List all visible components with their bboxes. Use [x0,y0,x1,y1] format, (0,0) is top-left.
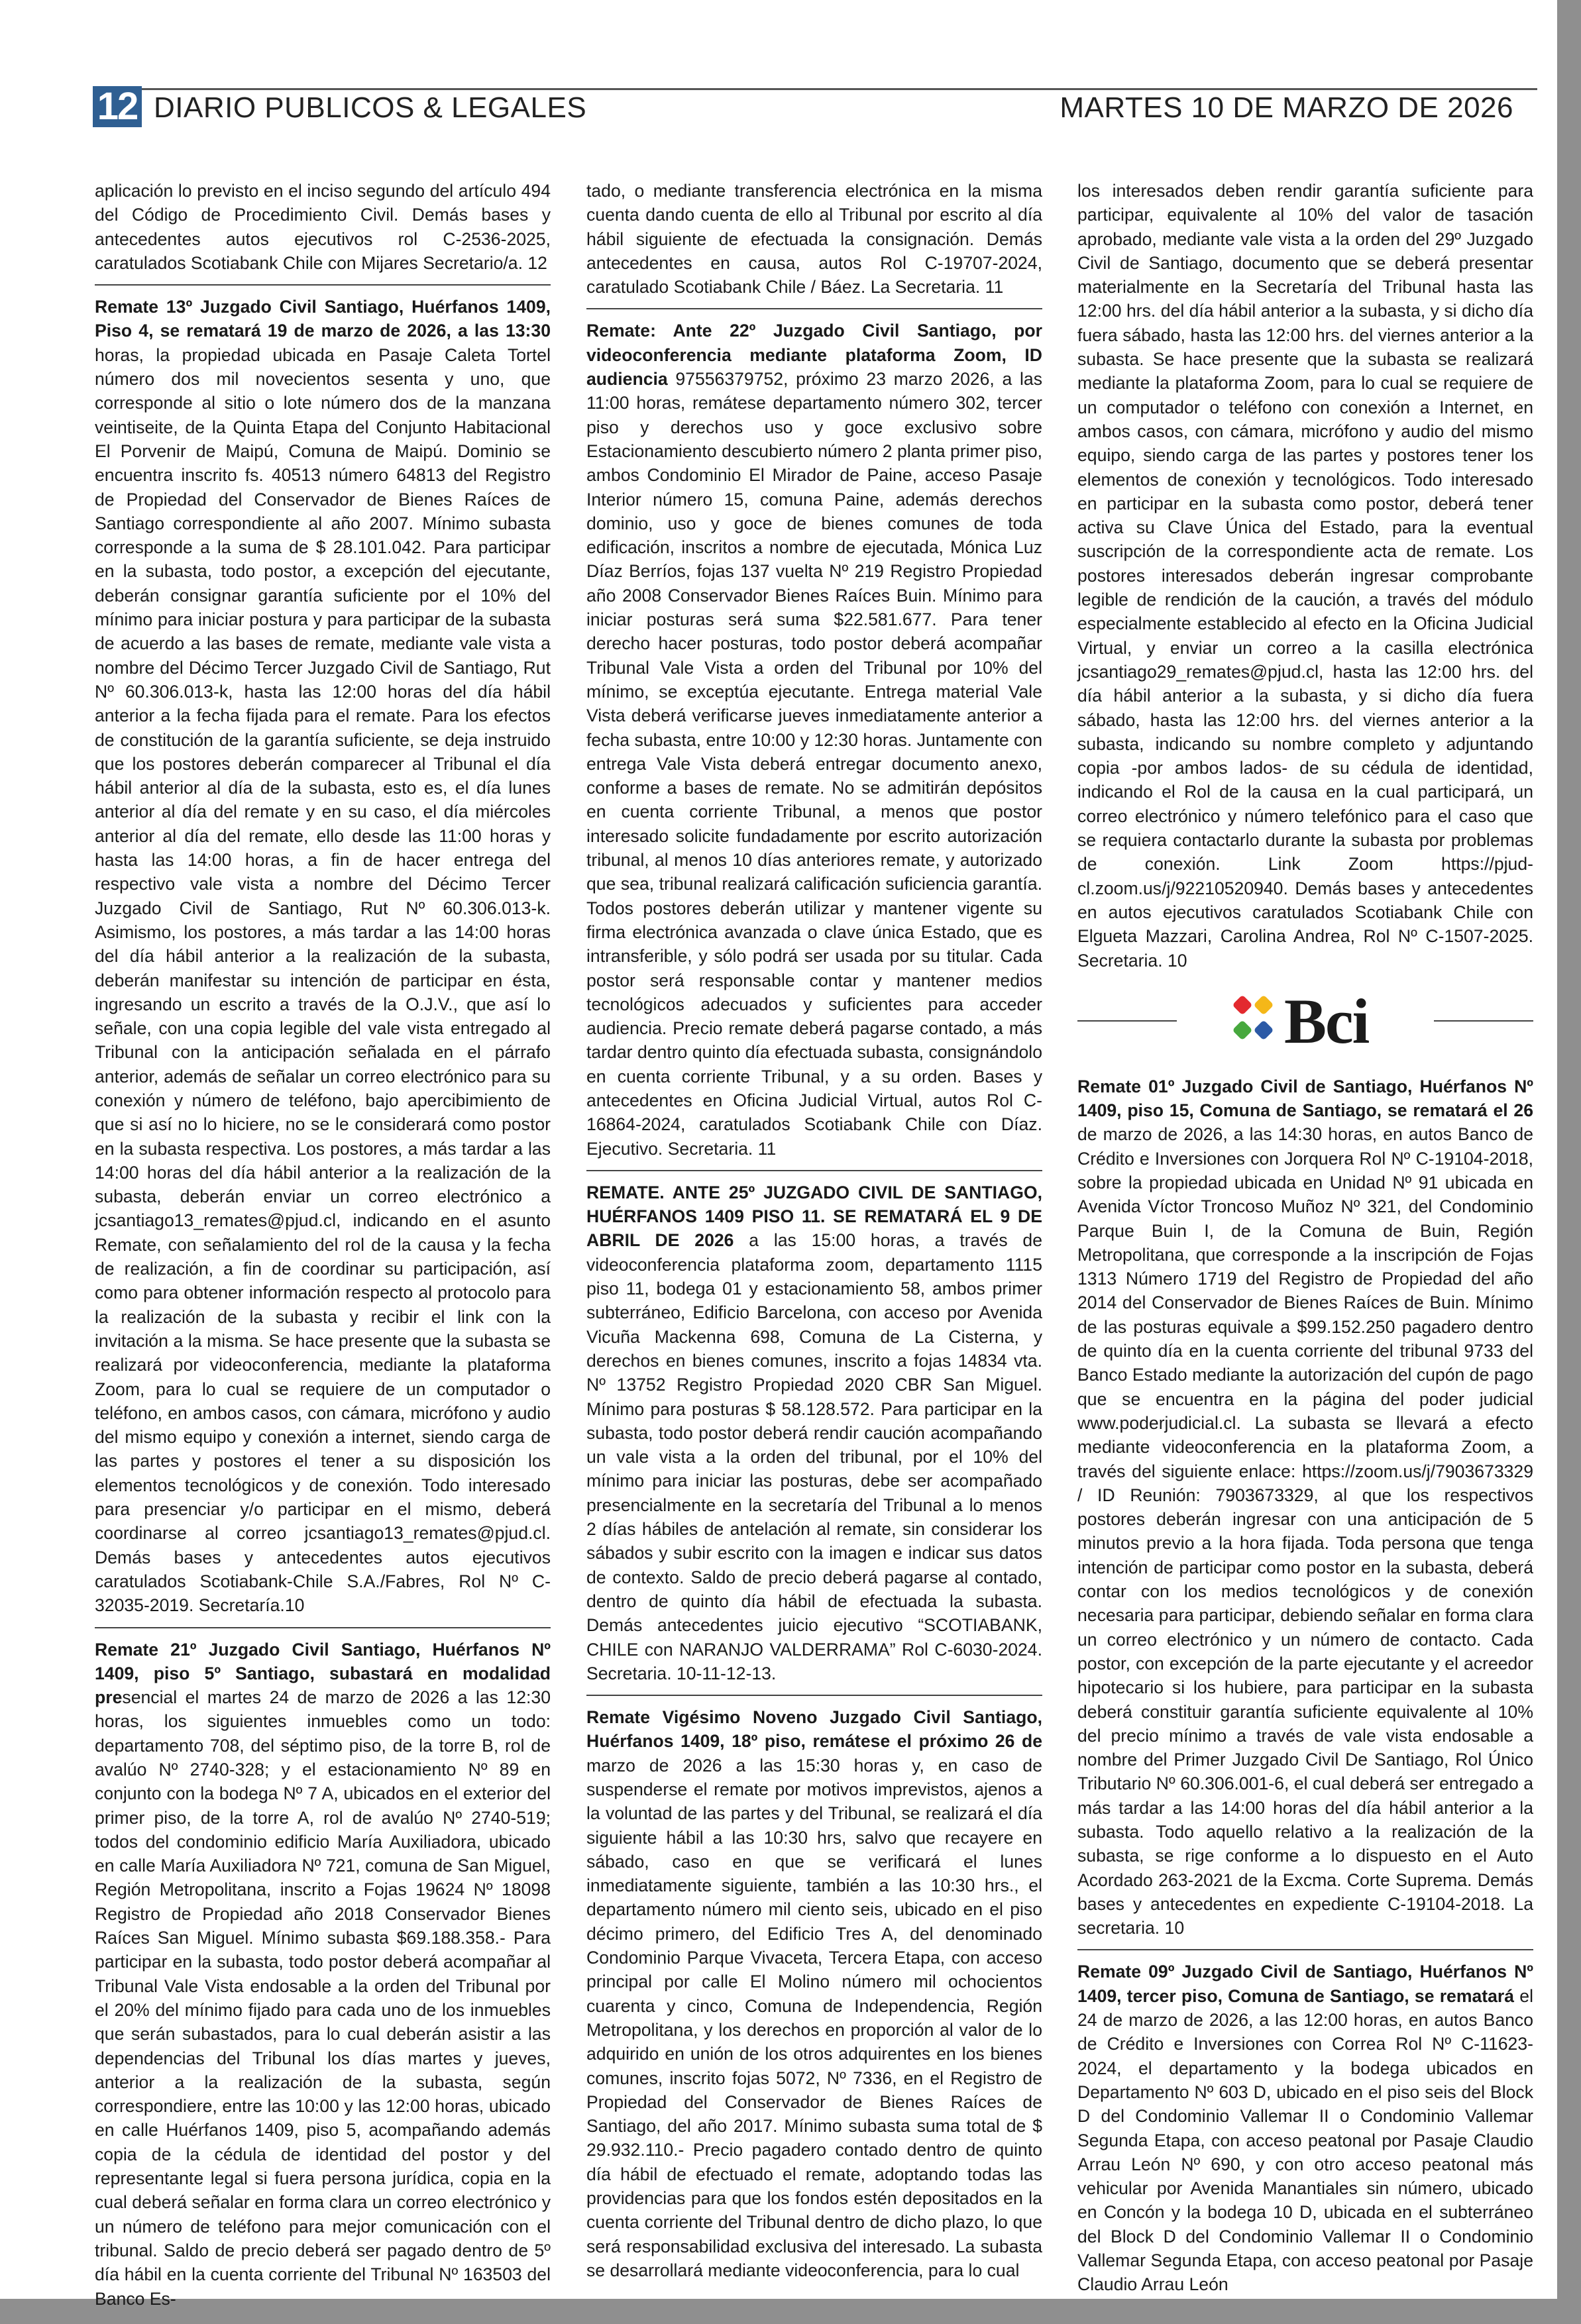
bci-logo-row [1077,985,1533,1068]
notice-heading: Remate 09º Juzgado Civil de Santiago, Huérfanos Nº 1409, tercer piso, Comuna de Santiago, se rematará [1077,1962,1533,2006]
notice [95,179,551,284]
column-2 [586,179,1042,2280]
column-1 [95,179,551,2309]
notice-body: 97556379752, próximo 23 marzo 2026, a las 11:00 horas, remátese departamento número 302, tercer piso y derechos uso y goce exclusivo sobre Estacionamiento descubierto número 2 planta primer piso, ambos Condominio El Mirador de Paine, acceso Pasaje Interior número 15, comuna Paine, además derechos dominio, uso y goce de bienes comunes de toda edificación, inscritos a nombre de ejecutada, Mónica Luz Díaz Berríos, fojas 137 vuelta Nº 219 Registro Propiedad año 2008 Conservador Bienes Raíces Buin. Mínimo para iniciar posturas será suma $22.581.677. Para tener derecho hacer posturas, todo postor deberá acompañar Tribunal Vale Vista a orden del Tribunal por 10% del mínimo, se exceptúa ejecutante. Entrega material Vale Vista deberá verificarse jueves inmediatamente anterior a fecha subasta, entre 10:00 y 12:30 horas. Juntamente con entrega Vale Vista deberá entregar documento anexo, conforme a bases de remate. No se admitirán depósitos en cuenta corriente Tribunal, a menos que postor interesado solicite fundadamente por escrito autorización tribunal, al menos 10 días anteriores remate, y autorizado que sea, tribunal realizará calificación suficiencia garantía. Todos postores deberán utilizar y mantener vigente su firma electrónica avanzada o clave única Estado, que es intransferible, y sólo podrá ser usada por su titular. Cada postor será responsable contar y mantener medios tecnológicos adecuados y suficientes para acceder audiencia. Precio remate deberá pagarse contado, a más tardar dentro quinto día efectuada subasta, consignándolo en cuenta corriente Tribunal, y a su orden. Bases y antecedentes en Oficina Judicial Virtual, autos Rol C-16864-2024, caratulados Scotiabank Chile con Díaz. Ejecutivo. Secretaria. 11 [586,369,1042,1159]
notice-body: el 24 de marzo de 2026, a las 12:00 horas, en autos Banco de Crédito e Inversiones con Correa Rol Nº C-11623-2024, el departamento y la bodega ubicados en Departamento Nº 603 D, ubicado en el piso seis del Block D del Condominio Vallemar II o Condominio Vallemar Segunda Etapa, con acceso peatonal por Pasaje Claudio Arrau León Nº 690, y con otro acceso peatonal más vehicular por Avenida Manantiales sin número, ubicado en Concón y la bodega 10 D, ubicada en el subterráneo del Block D del Condominio Vallemar II o Condominio Vallemar Segunda Etapa, con acceso peatonal por Pasaje Claudio Arrau León [1077,1985,1533,2295]
notice-body: los interesados deben rendir garantía suficiente para participar, equivalente al 10% del valor de tasación aprobado, mediante vale vista a la orden del 29º Juzgado Civil de Santiago, documento que se deberá presentar materialmente en la Secretaría del Tribunal hasta las 12:00 hrs. del día hábil anterior a la subasta, y si dicho día fuera sábado, hasta las 12:00 hrs. del viernes anterior a la subasta. Se hace presente que la subasta se realizará mediante la plataforma Zoom, para lo cual se requiere de un computador o teléfono con conexión a Internet, en ambos casos, con cámara, micrófono y audio del mismo equipo, siendo carga de las partes y postores tener los elementos de conexión y tecnológicos. Todo interesado en participar en la subasta como postor, deberá tener activa su Clave Única del Estado, para la eventual suscripción de la correspondiente acta de remate. Los postores interesados deberán ingresar comprobante legible de rendición de la caución, a través del módulo especialmente establecido al efecto en la Oficina Judicial Virtual, y enviar un correo a la casilla electrónica jcsantiago29_remates@pjud.cl, hasta las 12:00 hrs. del día hábil anterior a la subasta, y si dicho día fuera sábado, hasta las 12:00 hrs. del viernes anterior a la subasta, indicando su nombre completo y adjuntando copia -por ambos lados- de su cédula de identidad, indicando el Rol de la causa en la cual participará, un correo electrónico y número telefónico para el caso que se requiera contactarlo durante la subasta por problemas de conexión. Link Zoom https://pjud-cl.zoom.us/j/92210520940. Demás bases y antecedentes en autos ejecutivos caratulados Scotiabank Chile con Elgueta Mazzari, Carolina Andrea, Rol Nº C-1507-2025. Secretaria. 10 [1077,181,1533,971]
bci-logo [1230,985,1389,1057]
notice-heading: Remate 01º Juzgado Civil de Santiago, Huérfanos Nº 1409, piso 15, Comuna de Santiago, se rematará el 26 [1077,1076,1533,1121]
page-number: 12 [93,86,142,127]
divider-left [1077,1020,1177,1022]
notice-heading: Remate 13º Juzgado Civil Santiago, Huérfanos 1409, Piso 4, se rematará 19 de marzo de 2026, a las 13:30 [95,297,551,341]
bci-logo-text: Bci [1284,985,1369,1057]
bci-logo-icon [1230,988,1283,1055]
header-rule [93,88,1537,90]
notice [1077,1949,1533,2305]
notice-heading: REMATE. ANTE 25º JUZGADO CIVIL DE SANTIAGO, HUÉRFANOS 1409 PISO 11. SE REMATARÁ EL 9 DE ABRIL DE 2026 [586,1182,1042,1251]
column-3 [1077,179,1533,2295]
notice [95,284,551,1626]
divider-right [1434,1020,1533,1022]
notice [586,1695,1042,2292]
notice-heading: Remate 21º Juzgado Civil Santiago, Huérfanos Nº 1409, piso 5º Santiago, subastará en modalidad pre [95,1639,551,1708]
notice-heading: Remate: Ante 22º Juzgado Civil Santiago, por videoconferencia mediante plataforma Zoom, ID audiencia [586,321,1042,390]
notice-body: de marzo de 2026, a las 14:30 horas, en autos Banco de Crédito e Inversiones con Jorquera Rol Nº C-19104-2018, sobre la propiedad ubicada en Unidad Nº 91 ubicada en Avenida Víctor Troncoso Muñoz Nº 321, del Condominio Parque Buin I, de la Comuna de Buin, Región Metropolitana, que corresponde a la inscripción de Fojas 1313 Número 1719 del Registro de Propiedad del año 2014 del Conservador de Bienes Raíces de Buin. Mínimo de las posturas equivale a $99.152.250 pagadero dentro de quinto día en la cuenta corriente del tribunal 9733 del Banco Estado mediante la autorización del cupón de pago que se encuentra en la página del poder judicial www.poderjudicial.cl. La subasta se llevará a efecto mediante videoconferencia en la plataforma Zoom, a través del siguiente enlace: https://zoom.us/j/7903673329 / ID Reunión: 7903673329, al que los respectivos postores deberán ingresar con una anticipación de 5 minutos previo a la hora fijada. Toda persona que tenga intención de participar como postor en la subasta, deberá contar con los medios tecnológicos y de conexión necesaria para participar, debiendo señalar en forma clara un correo electrónico y un número de contacto. Cada postor, con excepción de la parte ejecutante y el acreedor hipotecario si los hubiere, para participar en la subasta deberá constituir garantía suficiente equivalente al 10% del precio mínimo a través de vale vista endosable a nombre del Primer Juzgado Civil De Santiago, Rol Único Tributario Nº 60.306.001-6, el cual deberá ser entregado a más tardar a las 14:00 horas del día hábil anterior a la subasta. Todo aquello relativo a la realización de la subasta, se rige conforme a lo dispuesto en el Auto Acordado 263-2021 de la Excma. Corte Suprema. Demás bases y antecedentes en expediente C-19104-2018. La secretaria. 10 [1077,1124,1533,1938]
notice-body: aplicación lo previsto en el inciso segundo del artículo 494 del Código de Procedimiento Civil. Demás bases y antecedentes autos ejecutivos rol C-2536-2025, caratulados Scotiabank Chile con Mijares Secretario/a. 12 [95,181,551,273]
page-edge [1557,0,1581,2324]
publication-date: MARTES 10 DE MARZO DE 2026 [1060,91,1513,124]
notice-body: horas, la propiedad ubicada en Pasaje Caleta Tortel número dos mil novecientos sesenta y uno, que corresponde al sitio o lote número dos de la manzana veintiseite, de la Quinta Etapa del Conjunto Habitacional El Porvenir de Maipú, Comuna de Maipú. Dominio se encuentra inscrito fs. 40513 número 64813 del Registro de Propiedad del Conservador de Bienes Raíces de Santiago correspondiente al año 2007. Mínimo subasta corresponde a la suma de $ 28.101.042. Para participar en la subasta, todo postor, a excepción del ejecutante, deberán consignar garantía suficiente por el 10% del mínimo para iniciar postura y para participar de la subasta de acuerdo a las bases de remate, mediante vale vista a nombre del Décimo Tercer Juzgado Civil de Santiago, Rut Nº 60.306.013-k, hasta las 12:00 horas del día hábil anterior a la fecha fijada para el remate. Para los efectos de constitución de la garantía suficiente, se deja instruido que los postores deberán comparecer al Tribunal el día hábil anterior al día de la subasta, esto es, el día lunes anterior al día del remate y en su caso, el día miércoles anterior al día del remate, ello desde las 11:00 horas y hasta las 14:00 horas, a fin de hacer entrega del respectivo vale vista a nombre del Décimo Tercer Juzgado Civil de Santiago, Rut Nº 60.306.013-k. Asimismo, los postores, a más tardar a las 14:00 horas del día hábil anterior a la realización de la subasta, deberán manifestar su intención de participar en ésta, ingresando un escrito a través de la O.J.V., que así lo señale, con una copia legible del vale vista entregado al Tribunal con la anticipación señalada en el párrafo anterior, además de señalar un correo electrónico para su conexión y número de teléfono, bajo apercibimiento de que si así no lo hiciere, no se le considerará como postor en la subasta respectiva. Los postores, a más tardar a las 14:00 horas del día hábil anterior a la realización de la subasta, deberán enviar un correo electrónico a jcsantiago13_remates@pjud.cl, indicando en el asunto Remate, con señalamiento del rol de la causa y la fecha de realización, a fin de coordinar su participación, así como para obtener información respecto al protocolo para la realización de la subasta y recibir el link con la invitación a la misma. Se hace presente que la subasta se realizará por videoconferencia, mediante la plataforma Zoom, para lo cual se requiere de un computador o teléfono, en ambos casos, con cámara, micrófono y audio del mismo equipo y conexión a internet, siendo carga de las partes y postores el tener a su disposición los elementos tecnológicos y de conexión. Todo interesado para presenciar y/o participar en el mismo, deberá coordinarse al correo jcsantiago13_remates@pjud.cl. Demás bases y antecedentes autos ejecutivos caratulados Scotiabank-Chile S.A./Fabres, Rol Nº C-32035-2019. Secretaría.10 [95,344,551,1616]
notice [586,1170,1042,1695]
notice-body: tado, o mediante transferencia electrónica en la misma cuenta dando cuenta de ello al Tribunal por escrito al día hábil siguiente de efectuada la consignación. Demás antecedentes en causa, autos Rol C-19707-2024, caratulado Scotiabank Chile / Báez. La Secretaria. 11 [586,181,1042,297]
notice-body: sencial el martes 24 de marzo de 2026 a las 12:30 horas, los siguientes inmuebles como un todo: departamento 708, del séptimo piso, de la torre B, rol de avalúo Nº 2740-328; y el estacionamiento Nº 89 en conjunto con la bodega Nº 7 A, ubicados en el exterior del primer piso, de la torre A, rol de avalúo Nº 2740-519; todos del condominio edificio María Auxiliadora, ubicado en calle María Auxiliadora Nº 721, comuna de San Miguel, Región Metropolitana, inscrito a Fojas 19624 Nº 18098 Registro de Propiedad año 2018 Conservador Bienes Raíces San Miguel. Mínimo subasta $69.188.358.- Para participar en la subasta, todo postor deberá acompañar al Tribunal Vale Vista endosable a la orden del Tribunal por el 20% del mínimo fijado para cada uno de los inmuebles que serán subastados, para lo cual deberán asistir a las dependencias del Tribunal los días martes y jueves, anterior a la realización de la subasta, según correspondiere, entre las 10:00 y las 12:00 horas, ubicado en calle Huérfanos 1409, piso 5, acompañando además copia de la cédula de identidad del postor y del representante legal si fuera persona jurídica, copia en la cual deberá señalar en forma clara un correo electrónico y un número de teléfono para mejor comunicación con el tribunal. Saldo de precio deberá ser pagado dentro de 5º día hábil en la cuenta corriente del Tribunal Nº 163503 del Banco Es- [95,1687,551,2309]
notice-body: a las 15:00 horas, a través de videoconferencia plataforma zoom, departamento 1115 piso 11, bodega 01 y estacionamiento 58, ambos primer subterráneo, Edificio Barcelona, con acceso por Avenida Vicuña Mackenna 698, Comuna de La Cisterna, y derechos en bienes comunes, inscrito a fojas 14834 vta. Nº 13752 Registro Propiedad 2020 CBR San Miguel. Mínimo para posturas $ 58.128.572. Para participar en la subasta, todo postor deberá rendir caución acompañando un vale vista a la orden del tribunal, por el 10% del mínimo para iniciar las posturas, debe ser acompañado presencialmente en la secretaría del Tribunal a lo menos 2 días hábiles de antelación al remate, sin considerar los sábados y subir escrito con la imagen e indicar sus datos de contexto. Saldo de precio deberá pagarse al contado, dentro de quinto día hábil de efectuada la subasta. Demás antecedentes juicio ejecutivo “SCOTIABANK, CHILE con NARANJO VALDERRAMA” Rol C-6030-2024. Secretaria. 10-11-12-13. [586,1230,1042,1683]
publication-name: DIARIO PUBLICOS & LEGALES [154,91,587,124]
notice-body: marzo de 2026 a las 15:30 horas y, en caso de suspenderse el remate por motivos imprevistos, ajenos a la voluntad de las partes y del Tribunal, se realizará el día siguiente hábil a las 10:30 hrs, salvo que recayere en sábado, caso en que se verificará el lunes inmediatamente siguiente, también a las 10:30 hrs., el departamento número mil ciento seis, ubicado en el piso décimo primero, del Edificio Tres A, del denominado Condominio Parque Vivaceta, Tercera Etapa, con acceso principal por calle El Molino número mil ochocientos cuarenta y cinco, Comuna de Independencia, Región Metropolitana, y los derechos en proporción al valor de lo adquirido en unión de los otros adquirentes en los bienes comunes, inscrito fojas 5072, Nº 7336, en el Registro de Propiedad del Conservador de Bienes Raíces de Santiago, del año 2017. Mínimo subasta suma total de $ 29.932.110.- Precio pagadero contado dentro de quinto día hábil de efectuado el remate, adoptando todas las providencias para que los fondos estén depositados en la cuenta corriente del Tribunal dentro de dicho plazo, lo que será responsabilidad exclusiva del interesado. La subasta se desarrollará mediante videoconferencia, para lo cual [586,1755,1042,2280]
notice [586,308,1042,1169]
notice [1077,179,1533,982]
notice-heading: Remate Vigésimo Noveno Juzgado Civil Santiago, Huérfanos 1409, 18º piso, remátese el próximo 26 de [586,1707,1042,1752]
notice [586,179,1042,308]
notice [95,1627,551,2320]
notice [1077,1075,1533,1950]
